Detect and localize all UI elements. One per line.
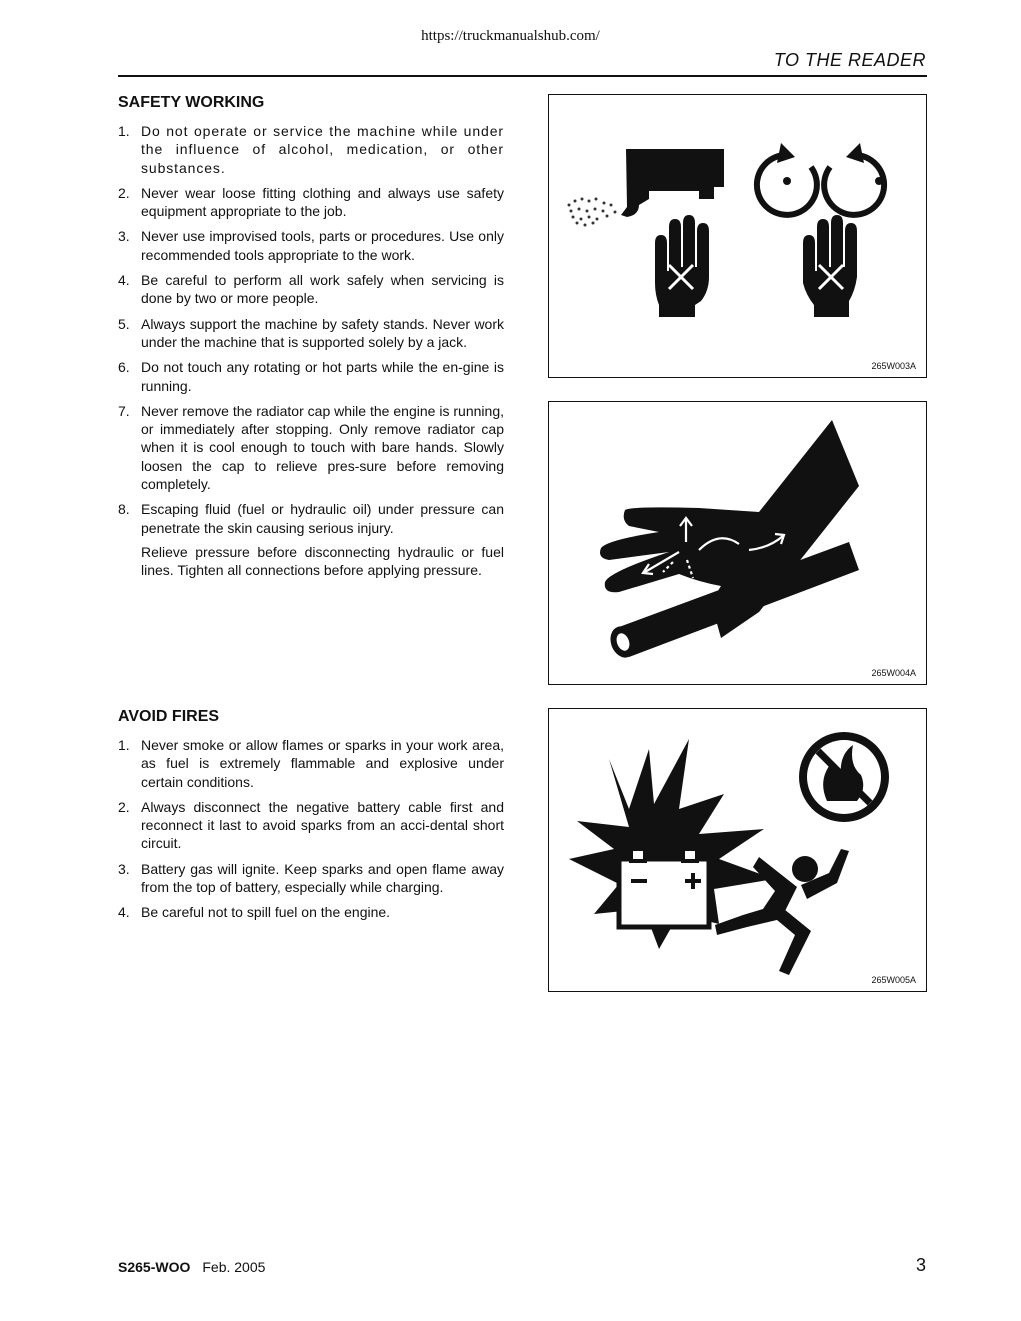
avoid-fires-title: AVOID FIRES (118, 708, 220, 725)
fluid-injection-hand-warning-icon (549, 402, 926, 684)
list-item (118, 315, 504, 352)
stop-hand-icon (655, 215, 709, 317)
battery-icon (619, 849, 709, 927)
item-text: Battery gas will ignite. Keep sparks and open flame away from the top of battery, especially while charging. (141, 860, 504, 896)
item-number: 2. (118, 184, 130, 201)
footer-document-info (118, 1259, 265, 1275)
list-item (118, 227, 504, 264)
list-item (118, 271, 504, 308)
list-item (118, 500, 504, 537)
source-url: https://truckmanualshub.com/ (421, 28, 600, 44)
item-number: 7. (118, 402, 130, 419)
item-number: 2. (118, 798, 130, 815)
figure-code: 265W004A (871, 668, 916, 678)
item-text: Never smoke or allow flames or sparks in your work area, as fuel is extremely flammable and explosive under certain conditions. (141, 737, 504, 790)
avoid-fires-section (118, 708, 504, 929)
safety-working-title: SAFETY WORKING (118, 94, 265, 111)
hot-part-icon (621, 149, 724, 217)
item-number: 8. (118, 501, 130, 518)
figure-fluid-injection (548, 401, 927, 685)
item-text: Never use improvised tools, parts or procedures. Use only recommended tools appropriate to the work. (141, 228, 504, 263)
item-text: Never remove the radiator cap while the engine is running, or immediately after stopping. Only remove radiator cap when it is cool enough to touch with bare hands. Slowly loosen the cap to relieve pres-sure before removing completely. (141, 402, 504, 493)
hand-icon (600, 420, 859, 638)
item-text: Do not operate or service the machine while under the influence of alcohol, medication, or other substances. (141, 123, 504, 176)
page-number: 3 (915, 1255, 926, 1275)
item-continuation-text: Relieve pressure before disconnecting hydraulic or fuel lines. Tighten all connections before applying pressure. (141, 543, 504, 579)
item-number: 5. (118, 315, 130, 332)
rotating-parts-hand-warning-icon (549, 95, 926, 377)
exhaust-spray-icon (568, 198, 617, 227)
safety-working-section (118, 94, 504, 580)
list-item (118, 903, 504, 921)
item-text: Do not touch any rotating or hot parts while the en-gine is running. (141, 359, 504, 394)
item-number: 6. (118, 359, 130, 376)
list-item (118, 122, 504, 177)
item-number: 4. (118, 272, 130, 289)
list-item (118, 798, 504, 853)
item-text: Be careful to perform all work safely when servicing is done by two or more people. (141, 272, 504, 307)
figure-code: 265W005A (871, 975, 916, 985)
list-item (118, 402, 504, 493)
stop-hand-icon (803, 215, 857, 317)
item-text: Always support the machine by safety stands. Never work under the machine that is supported solely by a jack. (141, 315, 504, 350)
header-rule (118, 75, 927, 77)
avoid-fires-list (118, 736, 504, 922)
document-code: S265-WOO (118, 1259, 191, 1275)
list-item (118, 736, 504, 791)
battery-explosion-no-flame-icon (549, 709, 926, 991)
item-text: Be careful not to spill fuel on the engine. (141, 904, 391, 921)
figure-battery-fire (548, 708, 927, 992)
item-number: 3. (118, 860, 130, 877)
rotation-arrow-icon (757, 143, 817, 215)
list-item (118, 358, 504, 395)
item-text: Never wear loose fitting clothing and always use safety equipment appropriate to the job. (141, 184, 504, 220)
document-date: Feb. 2005 (202, 1259, 266, 1275)
item-text: Escaping fluid (fuel or hydraulic oil) under pressure can penetrate the skin causing serious injury. (141, 501, 504, 536)
figure-code: 265W003A (871, 361, 916, 371)
no-open-flame-icon (799, 732, 889, 822)
item-number: 3. (118, 228, 130, 245)
rotation-arrow-icon (824, 143, 884, 215)
page-section-title: TO THE READER (773, 50, 926, 70)
figure-rotating-parts (548, 94, 927, 378)
item-number: 4. (118, 904, 130, 921)
item-text: Always disconnect the negative battery cable first and reconnect it last to avoid sparks from an acci-dental short circuit. (141, 798, 504, 852)
list-item (118, 184, 504, 221)
list-item (118, 860, 504, 897)
safety-working-list (118, 122, 504, 537)
item-number: 1. (118, 123, 130, 139)
item-number: 1. (118, 737, 130, 753)
